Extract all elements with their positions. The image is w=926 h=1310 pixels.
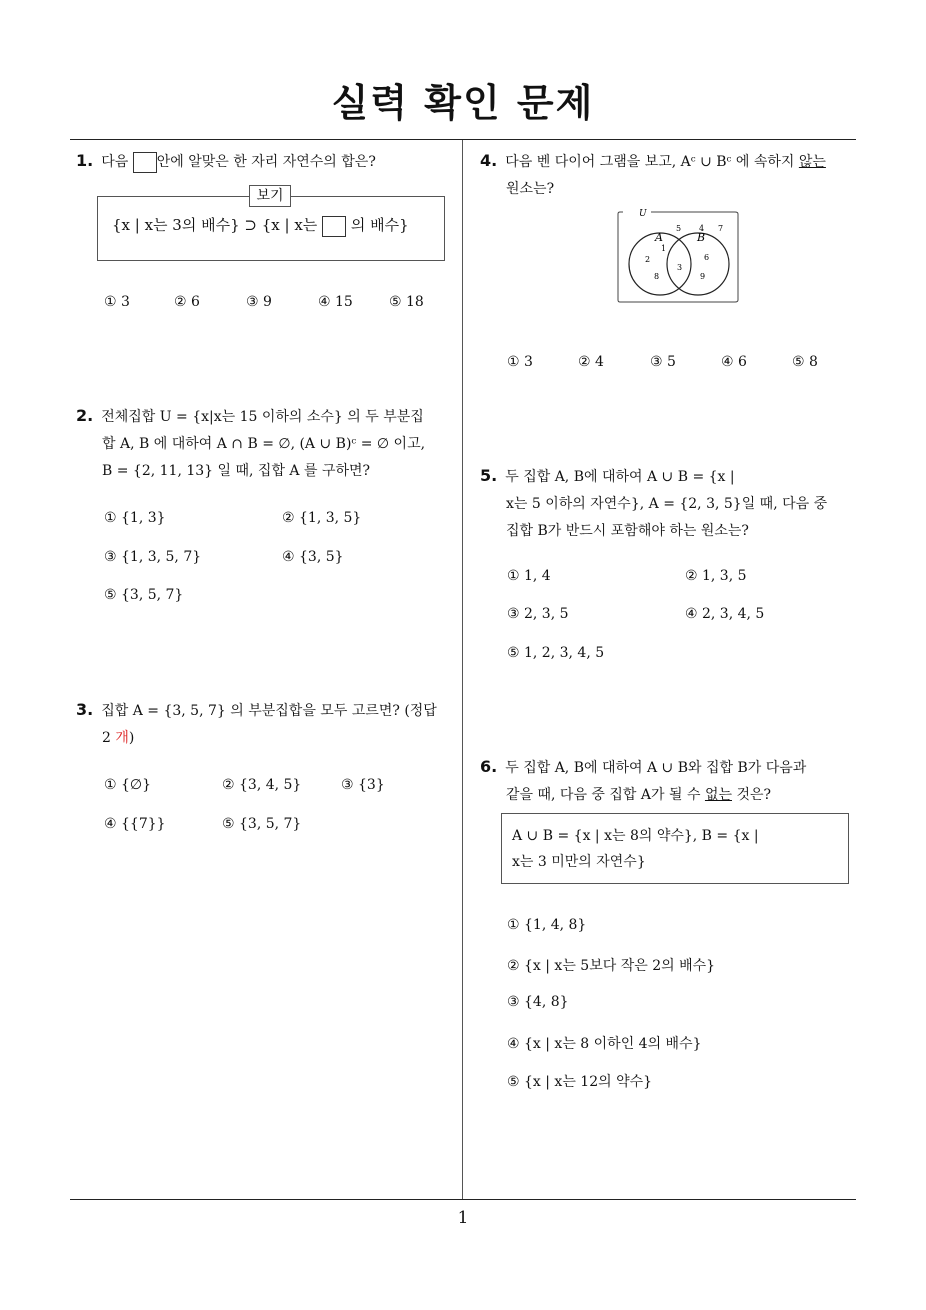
example-text: 의 배수} — [350, 216, 409, 234]
question-text: 전체집합 U = {x|x는 15 이하의 소수} 의 두 부분집 — [101, 409, 424, 425]
choice[interactable]: ④ {x | x는 8 이하인 4의 배수} — [507, 1036, 702, 1052]
choice[interactable]: ⑤ {3, 5, 7} — [222, 816, 302, 832]
venn-element: 3 — [677, 263, 683, 272]
set-a-label: A — [655, 231, 663, 244]
choice[interactable]: ⑤ {3, 5, 7} — [104, 587, 184, 603]
venn-element: 4 — [699, 224, 705, 233]
choice[interactable]: ⑤ {x | x는 12의 약수} — [507, 1074, 653, 1090]
venn-element: 1 — [661, 244, 667, 253]
set-b-label: B — [697, 231, 706, 244]
choice[interactable]: ④ {{7}} — [104, 816, 166, 832]
question-1 — [76, 147, 456, 176]
question-5 — [480, 462, 864, 545]
choice[interactable]: ⑤ 18 — [389, 294, 424, 310]
condition-text: x는 3 미만의 자연수} — [512, 854, 646, 870]
condition-box-text — [512, 823, 840, 875]
choice[interactable]: ④ {3, 5} — [282, 549, 344, 565]
question-text: 같을 때, 다음 중 집합 A가 될 수 — [506, 787, 701, 803]
condition-text: A ∪ B = {x | x는 8의 약수}, B = {x | — [512, 828, 759, 844]
question-number: 6. — [480, 757, 498, 776]
question-text: x는 5 이하의 자연수}, A = {2, 3, 5}일 때, 다음 중 — [506, 496, 828, 512]
venn-element: 7 — [718, 224, 724, 233]
question-number: 4. — [480, 151, 498, 170]
question-text: 2 — [102, 730, 111, 746]
bottom-divider — [70, 1199, 856, 1200]
question-2 — [76, 402, 460, 485]
highlight-text: 개 — [115, 730, 129, 746]
choice[interactable]: ② {1, 3, 5} — [282, 510, 362, 526]
question-6 — [480, 753, 864, 809]
choice[interactable]: ④ 15 — [318, 294, 353, 310]
choice[interactable]: ② 6 — [174, 294, 200, 310]
page-title: 실력 확인 문제 — [331, 81, 595, 125]
choice[interactable]: ⑤ 1, 2, 3, 4, 5 — [507, 645, 605, 661]
question-text: 합 A, B 에 대하여 A ∩ B = ∅, (A ∪ B)ᶜ = ∅ 이고, — [102, 436, 426, 452]
venn-element: 5 — [676, 224, 682, 233]
choice[interactable]: ⑤ 8 — [792, 354, 818, 370]
blank-box — [322, 216, 346, 237]
question-number: 2. — [76, 406, 94, 425]
venn-element: 9 — [700, 272, 706, 281]
choice[interactable]: ③ 9 — [246, 294, 272, 310]
question-4 — [480, 147, 864, 203]
blank-box — [133, 152, 157, 173]
choice[interactable]: ① {1, 4, 8} — [507, 917, 587, 933]
example-text: {x | x는 3의 배수} ⊃ {x | x는 — [112, 216, 318, 234]
page-number: 1 — [457, 1208, 469, 1228]
top-divider — [70, 139, 856, 140]
question-text: 다음 벤 다이어 그램을 보고, Aᶜ ∪ Bᶜ 에 속하지 — [505, 154, 795, 170]
choice[interactable]: ① {1, 3} — [104, 510, 166, 526]
question-text: 원소는? — [506, 181, 555, 197]
column-divider — [462, 140, 463, 1200]
choice[interactable]: ③ 2, 3, 5 — [507, 606, 569, 622]
question-text: 집합 B가 반드시 포함해야 하는 원소는? — [506, 523, 749, 539]
choice[interactable]: ③ 5 — [650, 354, 676, 370]
choice[interactable]: ③ {1, 3, 5, 7} — [104, 549, 202, 565]
choice[interactable]: ② {3, 4, 5} — [222, 777, 302, 793]
question-number: 3. — [76, 700, 94, 719]
question-text: 안에 알맞은 한 자리 자연수의 합은? — [156, 154, 376, 170]
choice[interactable]: ② {x | x는 5보다 작은 2의 배수} — [507, 958, 716, 974]
question-3 — [76, 696, 460, 752]
question-number: 1. — [76, 151, 94, 170]
choice[interactable]: ③ {3} — [341, 777, 385, 793]
choice[interactable]: ④ 2, 3, 4, 5 — [685, 606, 765, 622]
choice[interactable]: ② 4 — [578, 354, 604, 370]
underlined-text: 않는 — [798, 154, 826, 170]
question-text: 집합 A = {3, 5, 7} 의 부분집합을 모두 고르면? (정답 — [101, 703, 437, 719]
question-text: 것은? — [736, 787, 772, 803]
choice[interactable]: ④ 6 — [721, 354, 747, 370]
question-text: 두 집합 A, B에 대하여 A ∪ B = {x | — [505, 469, 735, 485]
universe-label: U — [639, 209, 647, 219]
question-text: 다음 — [101, 154, 129, 170]
venn-diagram — [617, 208, 741, 306]
venn-element: 8 — [654, 272, 660, 281]
question-number: 5. — [480, 466, 498, 485]
underlined-text: 없는 — [704, 787, 732, 803]
choice[interactable]: ② 1, 3, 5 — [685, 568, 747, 584]
choice[interactable]: ① 3 — [104, 294, 130, 310]
question-text: B = {2, 11, 13} 일 때, 집합 A 를 구하면? — [102, 463, 371, 479]
question-text: ) — [128, 730, 135, 746]
venn-element: 2 — [645, 255, 651, 264]
example-box-label: 보기 — [249, 185, 291, 207]
choice[interactable]: ③ {4, 8} — [507, 994, 569, 1010]
choice[interactable]: ① 1, 4 — [507, 568, 551, 584]
choice[interactable]: ① 3 — [507, 354, 533, 370]
venn-element: 6 — [704, 253, 710, 262]
choice[interactable]: ① {∅} — [104, 777, 152, 793]
example-box-text — [112, 214, 409, 237]
question-text: 두 집합 A, B에 대하여 A ∪ B와 집합 B가 다음과 — [505, 760, 807, 776]
